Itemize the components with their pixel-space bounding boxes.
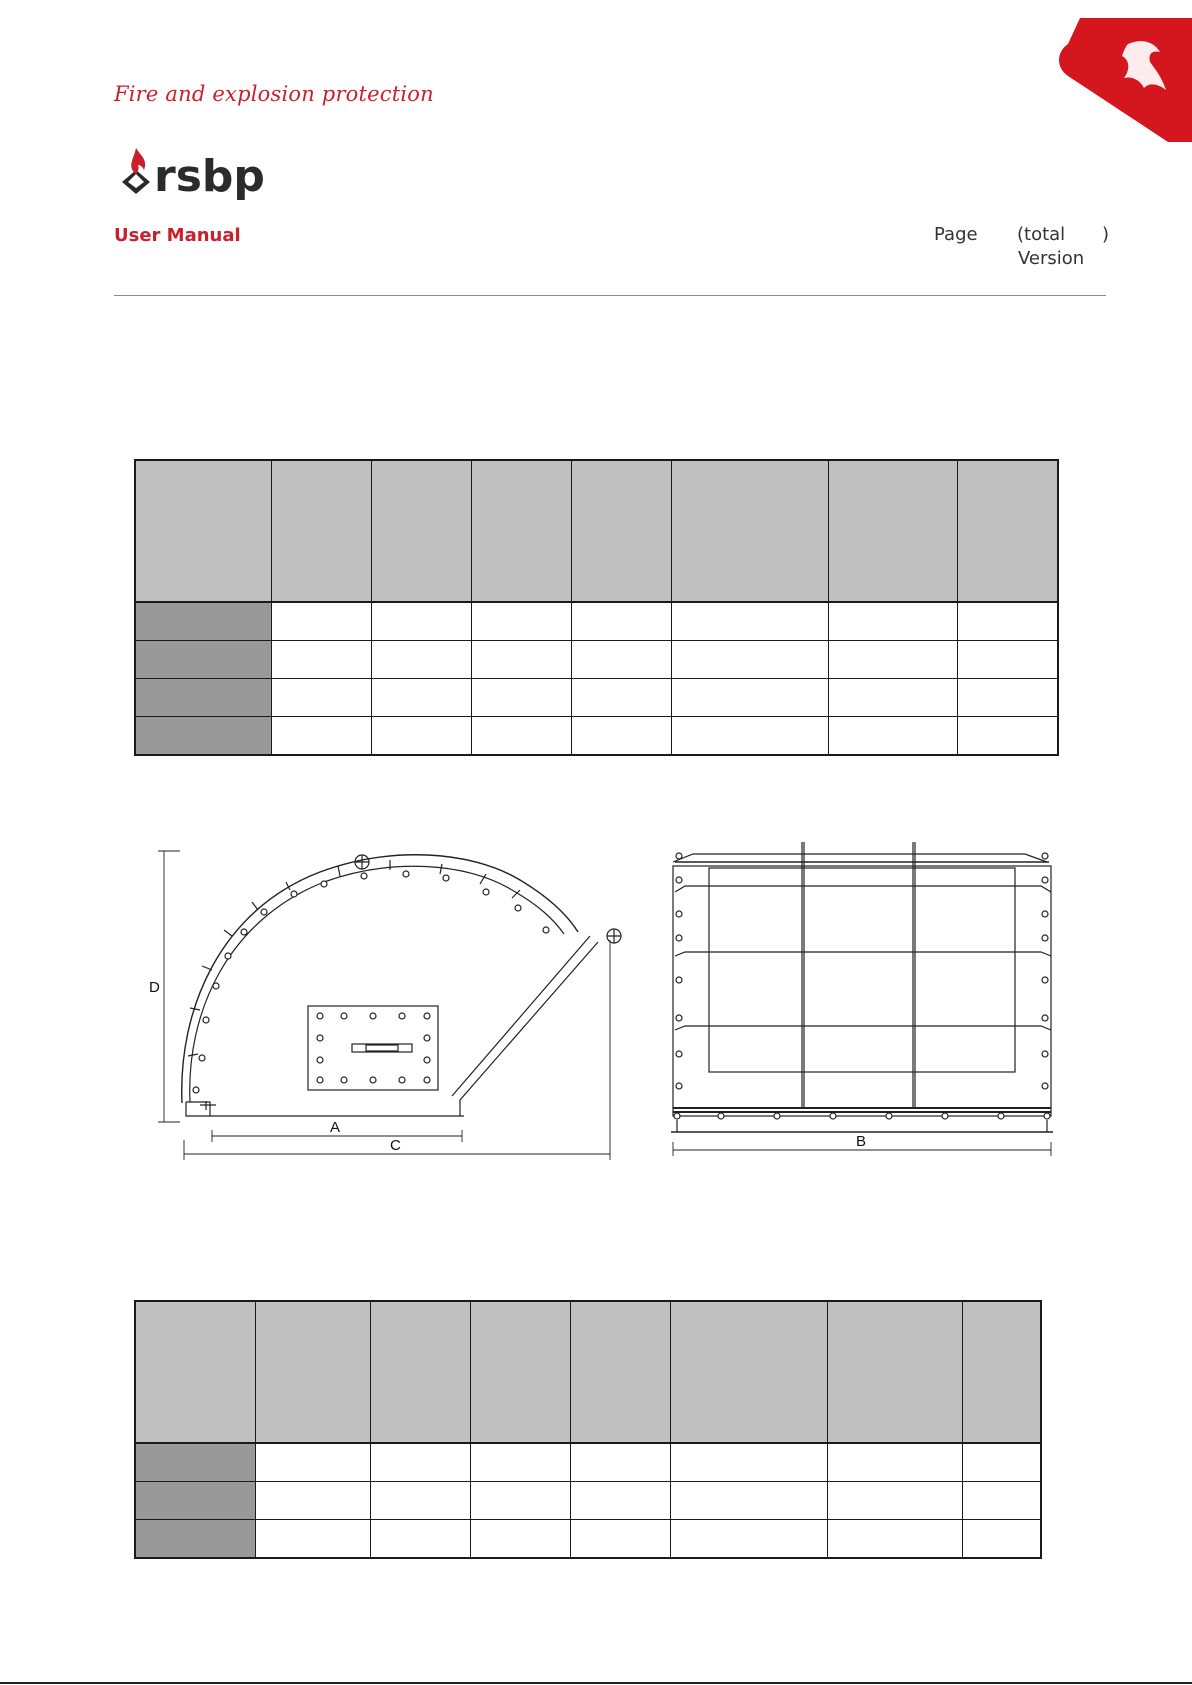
table-header-row bbox=[135, 460, 1058, 602]
dimension-label-c: C bbox=[390, 1137, 401, 1154]
front-view-drawing bbox=[665, 842, 1061, 1162]
header-divider bbox=[114, 295, 1106, 296]
manual-title: User Manual bbox=[114, 225, 241, 246]
page-total-label: (total bbox=[1017, 224, 1066, 245]
table-row bbox=[135, 679, 1058, 717]
version-label: Version bbox=[1018, 248, 1085, 269]
brand-name: rsbp bbox=[154, 151, 265, 202]
side-view-drawing bbox=[140, 840, 630, 1180]
rsbp-logo bbox=[114, 140, 294, 202]
table-row bbox=[135, 641, 1058, 679]
dragon-corner-icon bbox=[1050, 18, 1192, 142]
dimension-label-a: A bbox=[330, 1119, 341, 1136]
table-row bbox=[135, 1482, 1041, 1520]
page-total-close: ) bbox=[1102, 224, 1110, 245]
footer-divider bbox=[0, 1682, 1192, 1684]
company-tagline: Fire and explosion protection bbox=[114, 82, 434, 106]
flame-diamond-icon bbox=[122, 148, 150, 194]
page-label: Page bbox=[934, 224, 978, 245]
dimension-label-d: D bbox=[149, 979, 160, 996]
dimension-table-1 bbox=[134, 459, 1059, 756]
dimension-label-b: B bbox=[856, 1133, 867, 1150]
dimension-table-2 bbox=[134, 1300, 1042, 1559]
table-row bbox=[135, 717, 1058, 756]
table-header-row bbox=[135, 1301, 1041, 1443]
table-row bbox=[135, 1443, 1041, 1482]
table-row bbox=[135, 1520, 1041, 1559]
table-row bbox=[135, 602, 1058, 641]
